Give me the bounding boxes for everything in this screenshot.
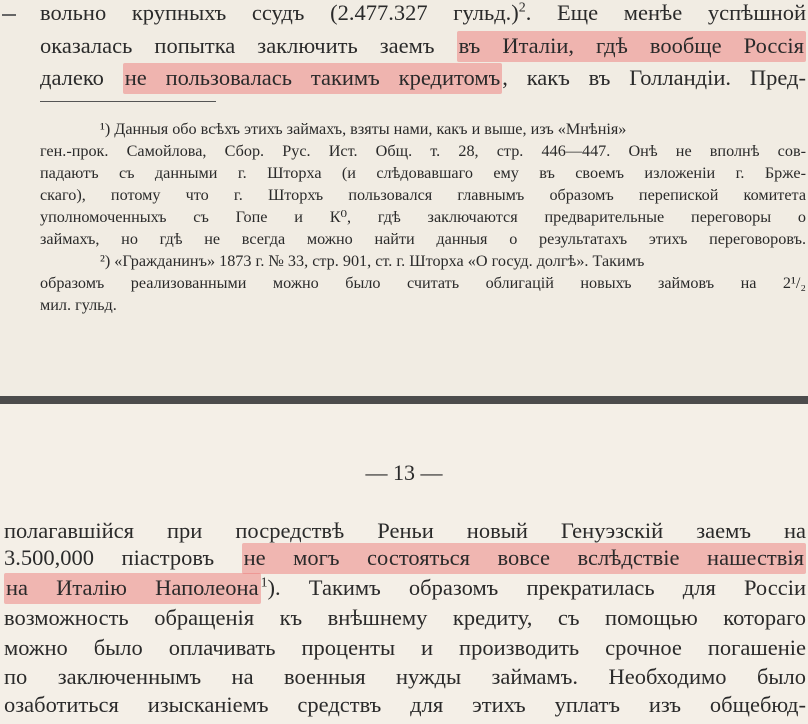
line-text: озаботиться изысканіемъ средствъ для этихъ уплатъ изъ общебюд- <box>4 692 806 717</box>
line-text: 3.500,000 піастровъ <box>4 545 242 570</box>
body-line-10 <box>4 690 806 720</box>
footnote-ref-1[interactable]: 1 <box>260 575 268 591</box>
line-text: далеко <box>40 65 123 90</box>
footnote-rule <box>40 101 216 102</box>
highlighted-text[interactable]: не пользовалась такимъ кредитомъ <box>123 63 503 94</box>
footnote-line: уполномоченныхъ съ Гопе и К⁰, гдѣ заключаются предварительные переговоры о <box>40 208 806 226</box>
footnote-line: ¹) Данныя обо всѣхъ этихъ займахъ, взяты нами, какъ и выше, изъ «Мнѣнія» <box>100 120 627 138</box>
footnote-line: мил. гульд. <box>40 296 117 314</box>
body-line-1 <box>40 0 806 28</box>
line-text: , какъ въ Голландіи. Пред- <box>502 65 806 90</box>
body-line-5 <box>4 543 806 573</box>
body-line-6 <box>4 573 806 603</box>
line-text: ). Такимъ образомъ прекратилась для Россіи <box>267 575 806 600</box>
line-text: вольно крупныхъ ссудъ (2.477.327 гульд.) <box>40 0 519 25</box>
line-text: полагавшійся при посредствѣ Реньи новый Генуэзскій заемъ на <box>4 518 806 543</box>
line-text: оказалась попытка заключить заемъ <box>40 33 457 58</box>
footnote-line: займахъ, но гдѣ не всегда можно найти данныя о результатахъ этихъ переговоровъ. <box>40 230 806 248</box>
body-line-2 <box>40 31 806 61</box>
footnote-line: падаютъ съ данными г. Шторха (и слѣдовавшаго ему въ своемъ изложеніи г. Бржe- <box>40 164 806 182</box>
body-line-9 <box>4 662 806 692</box>
line-text: можно было оплачивать проценты и производить срочное погашеніе <box>4 635 806 660</box>
footnote-line: ²) «Гражданинъ» 1873 г. № 33, стр. 901, ст. г. Шторха «О госуд. долгѣ». Такимъ <box>100 252 645 270</box>
page-separator <box>0 396 808 404</box>
body-line-8 <box>4 633 806 663</box>
body-line-7 <box>4 603 806 633</box>
body-line-4 <box>4 516 806 546</box>
page-number: — 13 — <box>365 460 443 485</box>
footnote-ref-2[interactable]: 2 <box>518 0 526 16</box>
margin-mark <box>2 14 16 16</box>
highlighted-text[interactable]: въ Италіи, гдѣ вообще Россія <box>457 31 806 62</box>
footnote-line: ген.-прок. Самойлова, Сбор. Рус. Ист. Общ. т. 28, стр. 446—447. Онѣ не вполнѣ сов- <box>40 142 806 160</box>
body-line-3 <box>40 63 806 93</box>
footnote-line: образомъ реализованными можно было считать облигацій новыхъ займовъ на 2¹/₂ <box>40 274 806 292</box>
highlighted-text[interactable]: не могъ состояться вовсе вслѣдствіе нашествія <box>242 543 806 574</box>
line-text: по заключеннымъ на военныя нужды займамъ. Необходимо было <box>4 664 806 689</box>
highlighted-text[interactable]: на Италію Наполеона <box>4 573 261 604</box>
line-text: . Еще менѣе успѣшной <box>525 0 806 25</box>
footnote-line: скаго), потому что г. Шторхъ пользовался главнымъ образомъ перепиской комитета <box>40 186 806 204</box>
line-text: возможность обращенія къ внѣшнему кредиту, съ помощью котораго <box>4 605 806 630</box>
